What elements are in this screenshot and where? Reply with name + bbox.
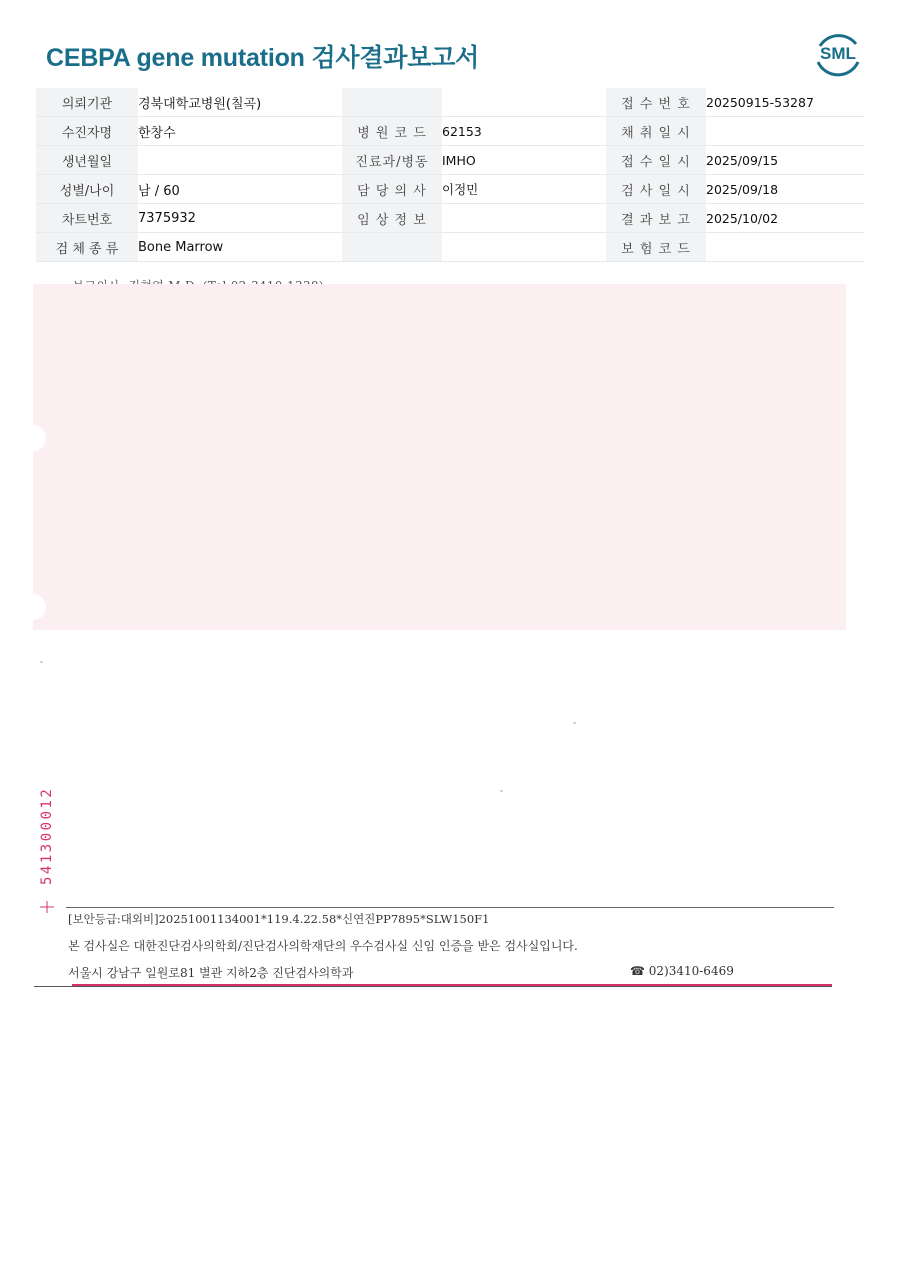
svg-text:541300012: 541300012 [39, 786, 55, 885]
report-title: CEBPA gene mutation 검사결과보고서 [46, 44, 480, 72]
footer-divider-bottom [34, 986, 832, 987]
info-value [706, 233, 864, 262]
certification-text: 본 검사실은 대한진단검사의학회/진단검사의학재단의 우수검사실 신임 인증을 받은 검사실입니다. [68, 939, 578, 953]
lab-address: 서울시 강남구 일원로81 별관 지하2층 진단검사의학과 [68, 966, 354, 980]
info-value [442, 204, 606, 233]
info-row [36, 88, 864, 117]
info-label: 의뢰기관 [36, 88, 138, 117]
logo-text: SML [820, 44, 856, 63]
sml-logo [812, 28, 864, 78]
info-value: Bone Marrow [138, 233, 342, 262]
info-value: 한창수 [138, 117, 342, 146]
info-row [36, 233, 864, 262]
info-value: 62153 [442, 117, 606, 146]
info-value: 이정민 [442, 175, 606, 204]
info-row [36, 175, 864, 204]
info-label: 결 과 보 고 [606, 204, 706, 233]
info-value: 경북대학교병원(칠곡) [138, 88, 342, 117]
info-label: 검 체 종 류 [36, 233, 138, 262]
info-row [36, 146, 864, 175]
info-value: 2025/10/02 [706, 204, 864, 233]
scan-speck [500, 790, 503, 792]
info-value: IMHO [442, 146, 606, 175]
info-value: 남 / 60 [138, 175, 342, 204]
info-value: 7375932 [138, 204, 342, 233]
info-value [138, 146, 342, 175]
info-label [342, 88, 442, 117]
info-label: 검 사 일 시 [606, 175, 706, 204]
info-value [442, 233, 606, 262]
info-label: 채 취 일 시 [606, 117, 706, 146]
result-area [33, 284, 846, 630]
info-value: 20250915-53287 [706, 88, 864, 117]
info-label: 성별/나이 [36, 175, 138, 204]
security-line: [보안등급:대외비]20251001134001*119.4.22.58*신연진PP7895*SLW150F1 [68, 912, 490, 926]
info-label: 접 수 일 시 [606, 146, 706, 175]
info-label [342, 233, 442, 262]
info-row [36, 204, 864, 233]
info-value [706, 117, 864, 146]
info-value [442, 88, 606, 117]
info-label: 수진자명 [36, 117, 138, 146]
side-serial-number [36, 785, 58, 915]
info-row [36, 117, 864, 146]
info-label: 접 수 번 호 [606, 88, 706, 117]
info-value: 2025/09/15 [706, 146, 864, 175]
footer-divider-top [66, 907, 834, 908]
scan-speck [40, 661, 43, 663]
lab-phone: ☎ 02)3410-6469 [630, 964, 734, 978]
info-label: 병 원 코 드 [342, 117, 442, 146]
info-value: 2025/09/18 [706, 175, 864, 204]
info-label: 진료과/병동 [342, 146, 442, 175]
info-label: 임 상 정 보 [342, 204, 442, 233]
info-label: 보 험 코 드 [606, 233, 706, 262]
info-label: 생년월일 [36, 146, 138, 175]
info-label: 담 당 의 사 [342, 175, 442, 204]
info-label: 차트번호 [36, 204, 138, 233]
scan-speck [573, 722, 576, 724]
patient-info-table [36, 88, 864, 262]
